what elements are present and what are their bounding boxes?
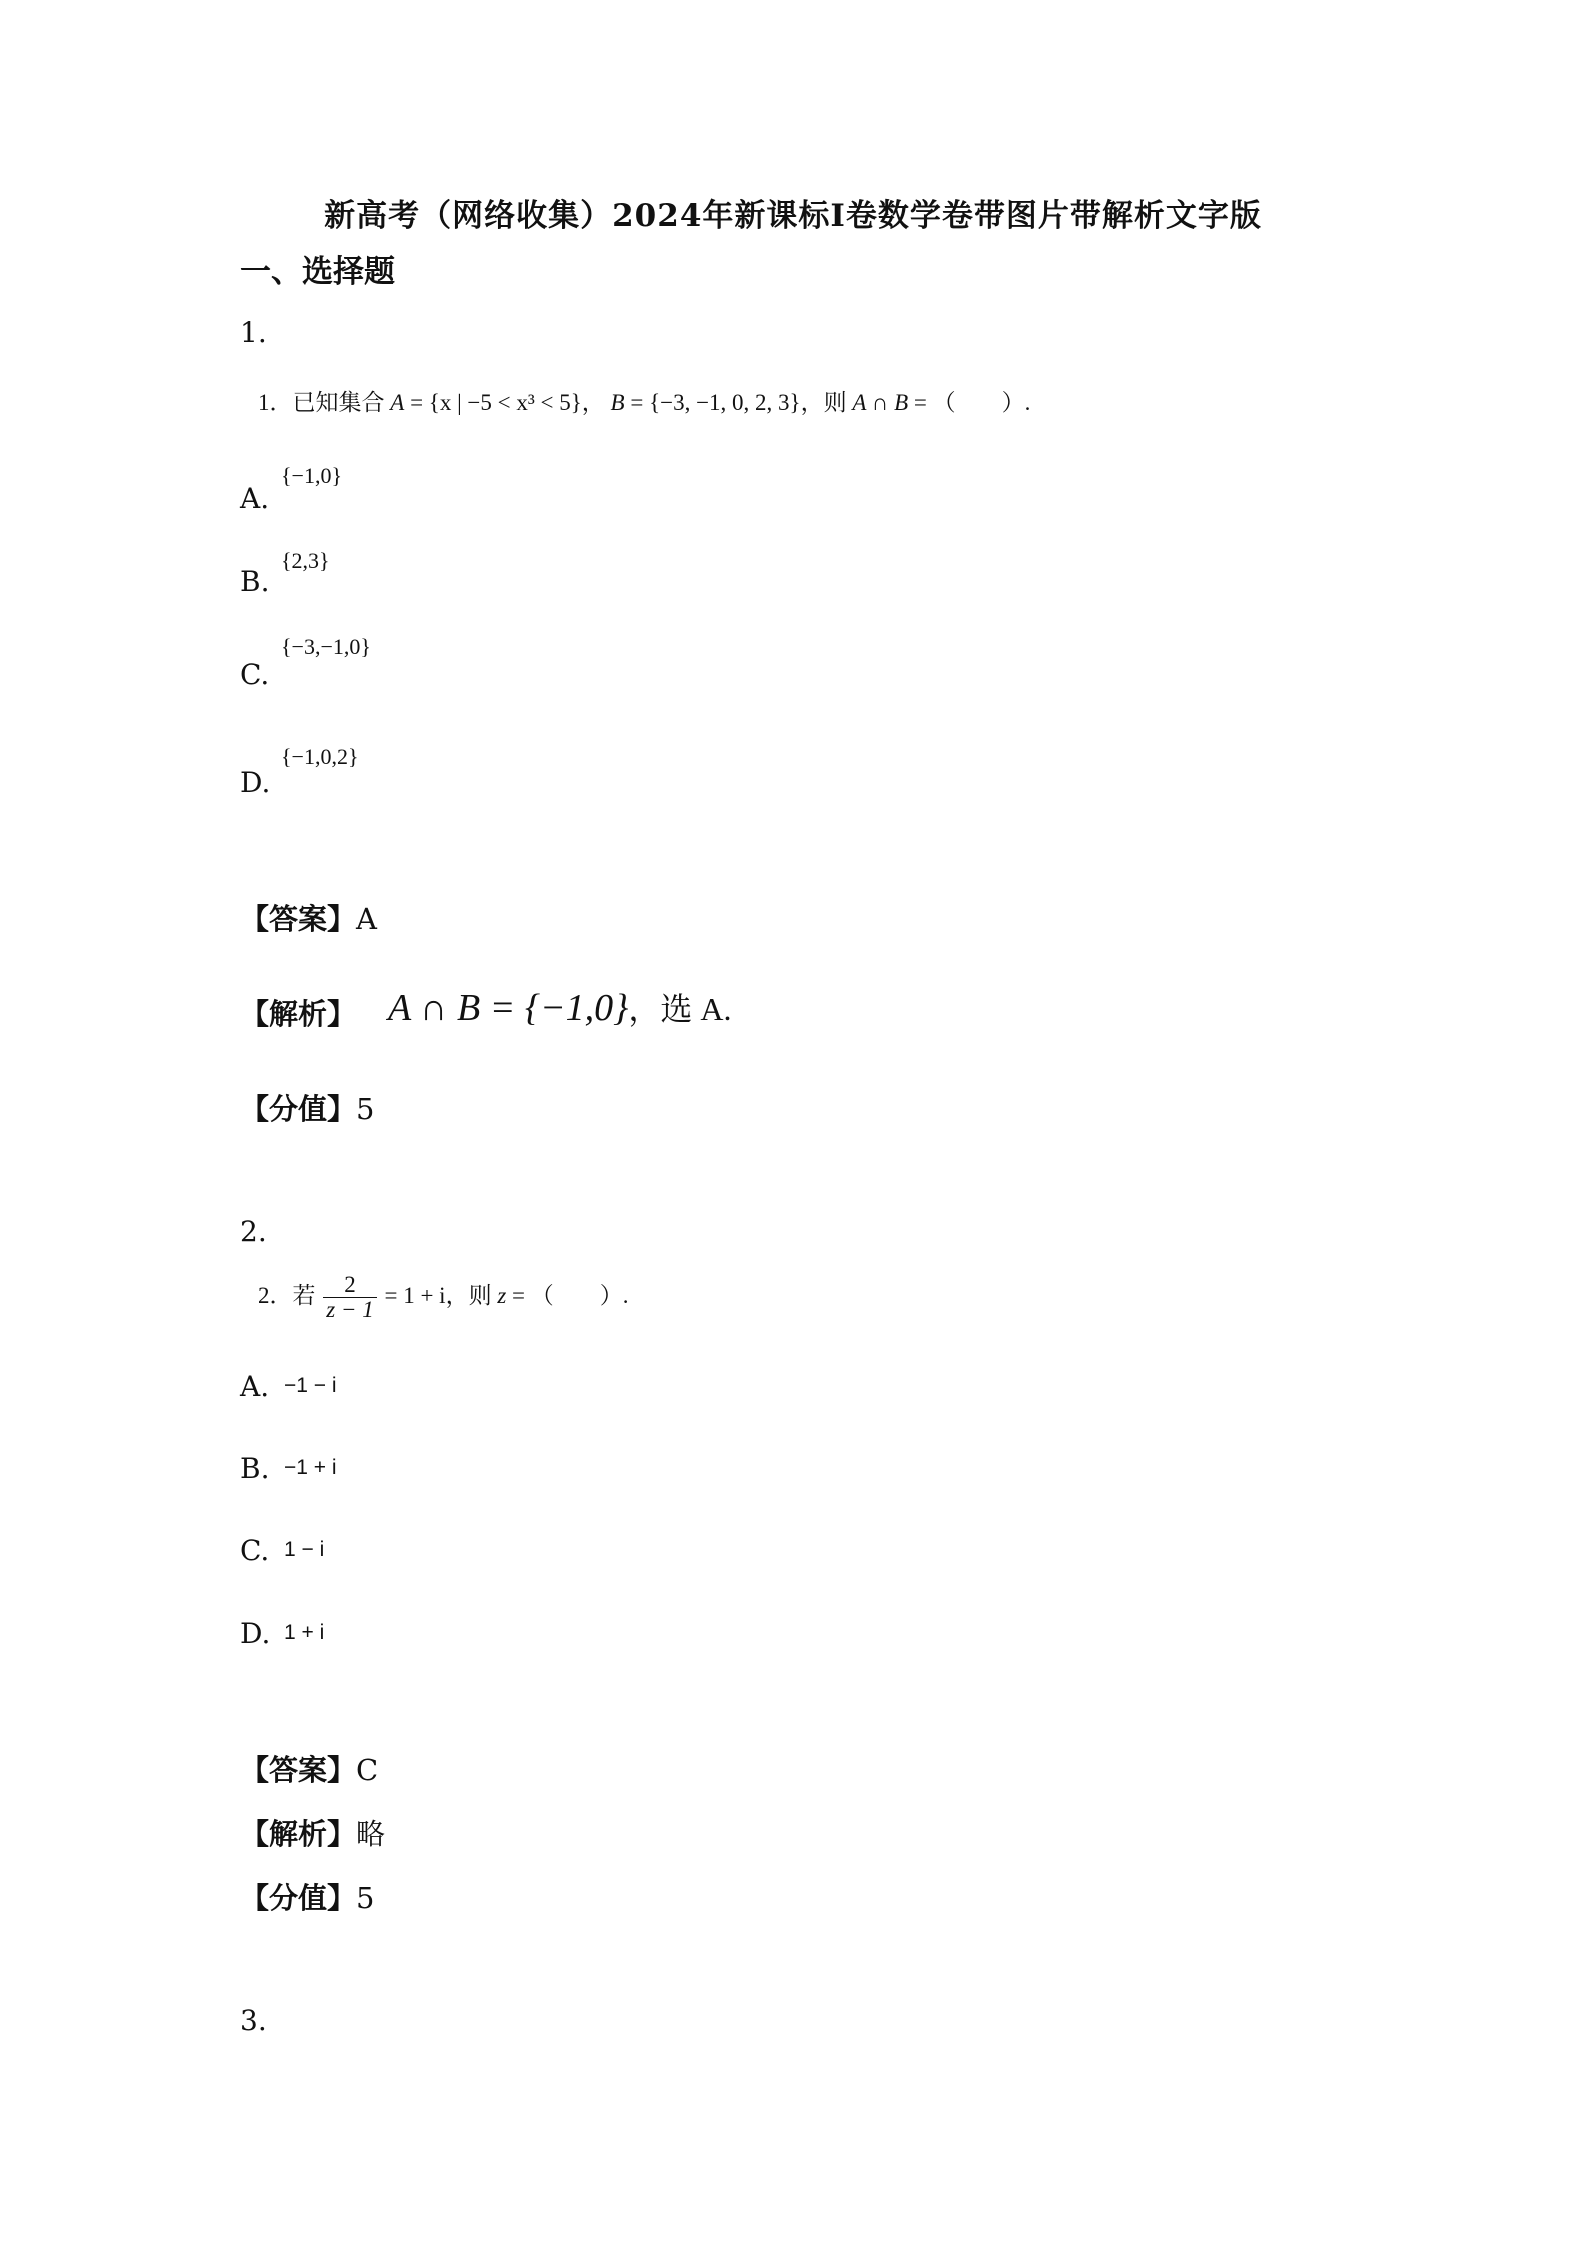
- question-2-option-a-text: −1 − i: [284, 1374, 337, 1397]
- question-2-number: 2.: [240, 1215, 267, 1248]
- question-1-set-a-def: = {x | −5 < x³ < 5}，: [410, 390, 605, 415]
- question-2-option-d-text: 1 + i: [284, 1621, 325, 1644]
- question-1-analysis: [240, 992, 356, 1033]
- question-2-stem: [258, 1273, 629, 1322]
- document-title: 新高考（网络收集）2024年新课标Ⅰ卷数学卷带图片带解析文字版: [324, 198, 1262, 234]
- question-3-number: 3.: [240, 2004, 267, 2037]
- question-1-option-a-text: {−1,0}: [281, 463, 343, 488]
- question-1-stem: [258, 384, 1030, 417]
- question-1-set-b-def: = {−3, −1, 0, 2, 3}，则: [630, 390, 847, 415]
- question-2-stem-suffix: = （ ）.: [512, 1282, 629, 1308]
- question-1-analysis-tag: 【解析】: [240, 997, 357, 1031]
- question-2-option-d-letter: D.: [240, 1617, 271, 1650]
- question-2-option-c-text: 1 − i: [284, 1538, 325, 1561]
- question-2-fraction-denominator: z − 1: [326, 1297, 374, 1323]
- section-heading: 一、选择题: [240, 254, 395, 290]
- question-2-fraction-numerator: 2: [323, 1273, 376, 1298]
- question-1-option-d-letter: D.: [240, 766, 271, 799]
- question-1-set-a: A: [390, 390, 405, 415]
- question-2-answer: [240, 1748, 378, 1789]
- question-1-set-b: B: [610, 390, 625, 415]
- question-1-option-b-letter: B.: [240, 565, 270, 598]
- question-1-option-b-text: {2,3}: [281, 548, 330, 573]
- question-2-score: [240, 1876, 374, 1917]
- question-1-stem-prefix: 1．已知集合: [258, 390, 385, 415]
- question-2-option-b-text: −1 + i: [284, 1456, 337, 1479]
- question-2-fraction: [323, 1273, 376, 1322]
- question-1-option-d-text: {−1,0,2}: [281, 744, 359, 769]
- question-2-analysis-tag: 【解析】: [240, 1817, 357, 1851]
- question-2-stem-mid: = 1 + i，则: [384, 1282, 492, 1308]
- question-2-variable-z: z: [497, 1282, 507, 1308]
- question-1-option-c-text: {−3,−1,0}: [281, 634, 371, 659]
- question-2-answer-value: C: [356, 1753, 379, 1787]
- question-2-analysis: [240, 1812, 385, 1853]
- question-2-analysis-value: 略: [356, 1817, 386, 1851]
- question-1-intersection: A ∩ B: [852, 390, 909, 415]
- question-1-option-c-letter: C.: [240, 658, 270, 691]
- question-1-number: 1.: [240, 316, 267, 349]
- question-1-analysis-suffix: ，选 A.: [628, 991, 732, 1027]
- question-1-score: [240, 1087, 374, 1128]
- question-2-option-c-letter: C.: [240, 1534, 270, 1567]
- question-1-score-tag: 【分值】: [240, 1092, 357, 1126]
- question-2-answer-tag: 【答案】: [240, 1753, 357, 1787]
- question-1-score-value: 5: [356, 1092, 375, 1126]
- question-1-stem-suffix: = （ ）.: [913, 390, 1031, 415]
- question-1-option-a-letter: A.: [240, 482, 270, 515]
- question-2-score-value: 5: [356, 1881, 375, 1915]
- question-1-answer-value: A: [356, 902, 377, 936]
- question-2-stem-prefix: 2．若: [258, 1282, 316, 1308]
- question-2-option-a-letter: A.: [240, 1370, 270, 1403]
- question-1-answer: [240, 897, 377, 938]
- question-1-analysis-math: A ∩ B = {−1,0}: [388, 987, 629, 1029]
- question-2-option-b-letter: B.: [240, 1452, 270, 1485]
- question-1-answer-tag: 【答案】: [240, 902, 357, 936]
- question-2-score-tag: 【分值】: [240, 1881, 357, 1915]
- question-1-analysis-formula: [388, 984, 731, 1030]
